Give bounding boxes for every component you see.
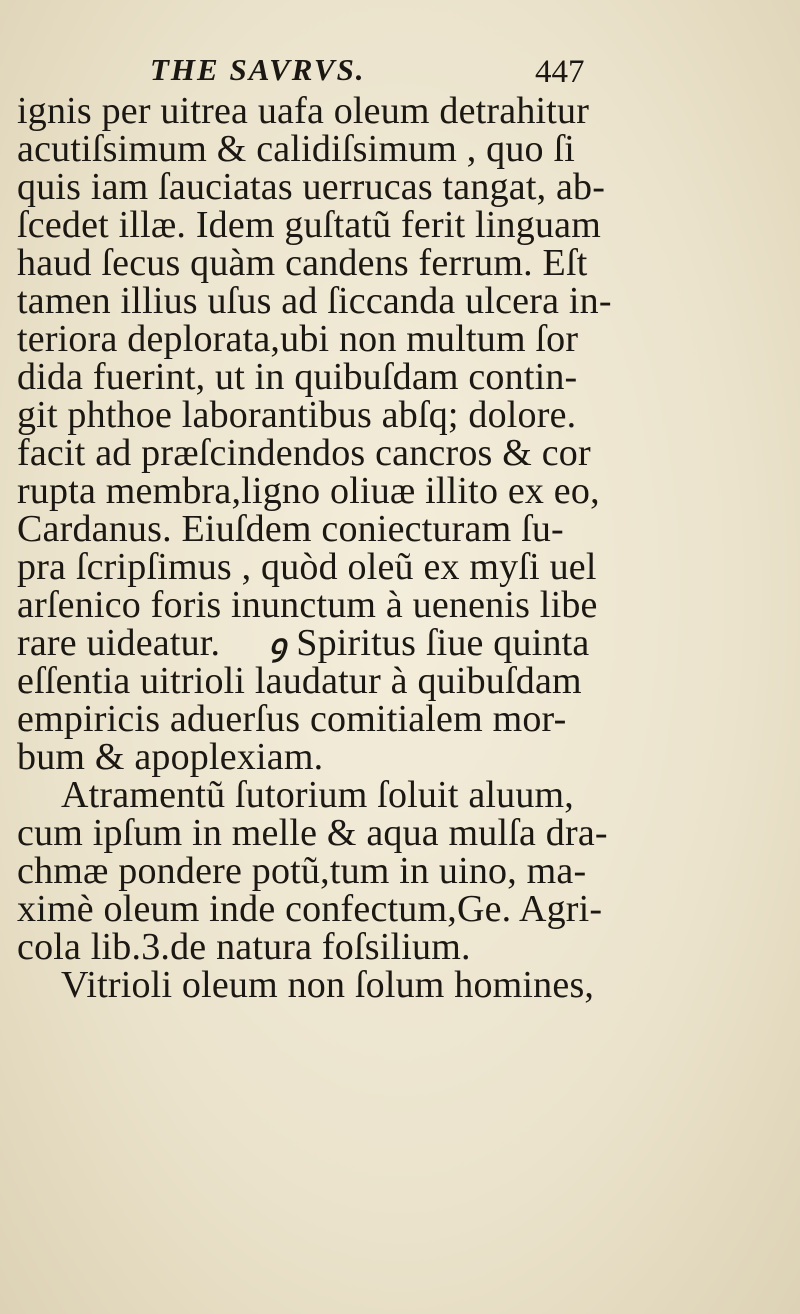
text-line-start: rare uideatur. — [17, 622, 221, 664]
text-line: acutiſsimum & calidiſsimum , quo ſi — [17, 128, 575, 170]
text-line: quis iam ſauciatas uerrucas tangat, ab- — [17, 166, 606, 208]
text-line: ignis per uitrea uafa oleum detrahitur — [17, 90, 590, 132]
text-line-with-symbol — [17, 624, 792, 662]
text-line: arſenico foris inunctum à uenenis libe — [17, 584, 598, 626]
text-line: ximè oleum inde confectum,Ge. Agri- — [17, 888, 603, 930]
text-line-indented: Atramentũ ſutorium ſoluit aluum, — [61, 774, 574, 816]
text-line: cola lib.3.de natura foſsilium. — [17, 926, 471, 968]
text-line: haud ſecus quàm candens ferrum. Eſt — [17, 242, 588, 284]
text-line: facit ad præſcindendos cancros & cor — [17, 432, 591, 474]
text-line: bum & apoplexiam. — [17, 736, 324, 778]
manicule-symbol: ꝯ — [268, 629, 287, 662]
page-number: 447 — [535, 54, 585, 90]
text-line-end: Spiritus ſiue quinta — [296, 622, 590, 664]
text-line: pra ſcripſimus , quòd oleũ ex myſi uel — [17, 546, 597, 588]
text-line: dida fuerint, ut in quibuſdam contin- — [17, 356, 578, 398]
text-line: rupta membra,ligno oliuæ illito ex eo, — [17, 470, 600, 512]
text-line: tamen illius uſus ad ſiccanda ulcera in- — [17, 280, 612, 322]
text-line: Cardanus. Eiuſdem coniecturam ſu- — [17, 508, 564, 550]
text-line-indented: Vitrioli oleum non ſolum homines, — [61, 964, 595, 1006]
running-title: THE SAVRVS. — [150, 52, 366, 87]
text-line: empiricis aduerſus comitialem mor- — [17, 698, 567, 740]
body-text — [17, 92, 792, 1004]
text-line: eſſentia uitrioli laudatur à quibuſdam — [17, 660, 582, 702]
text-line: teriora deplorata,ubi non multum ſor — [17, 318, 579, 360]
text-line: ſcedet illæ. Idem guſtatũ ferit linguam — [17, 204, 601, 246]
text-line: cum ipſum in melle & aqua mulſa dra- — [17, 812, 608, 854]
text-line: git phthoe laborantibus abſq; dolore. — [17, 394, 577, 436]
text-line: chmæ pondere potũ,tum in uino, ma- — [17, 850, 587, 892]
